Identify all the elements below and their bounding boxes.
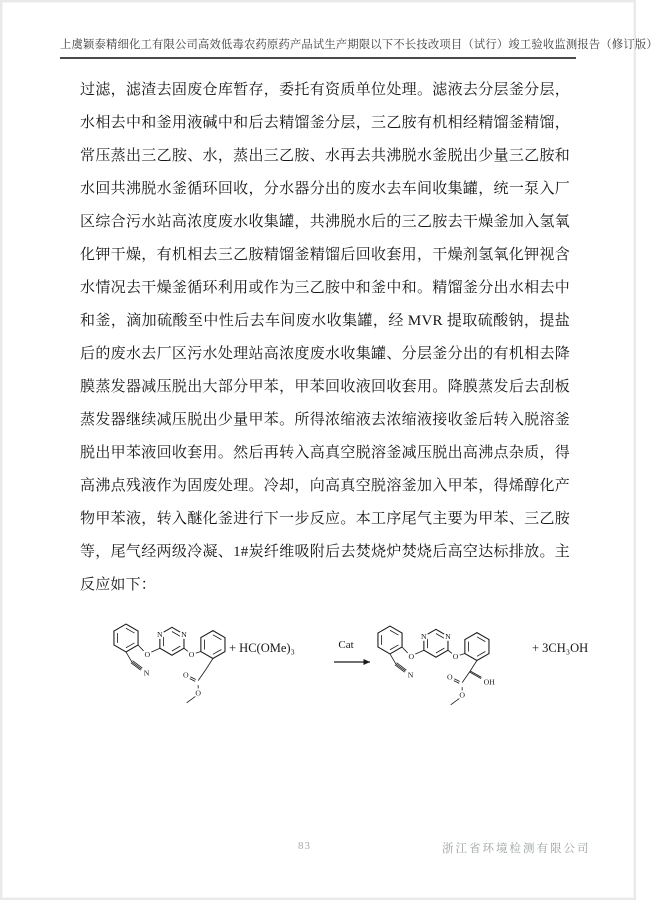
body-line: 后的废水去厂区污水处理站高浓度废水收集罐、分层釜分出的有机相去降 (80, 346, 570, 362)
body-line: 水情况去干燥釜循环利用或作为三乙胺中和釜中和。精馏釜分出水相去中 (80, 280, 570, 296)
body-line: 化钾干燥，有机相去三乙胺精馏釜精馏后回收套用，干燥剂氢氧化钾视含 (80, 247, 570, 263)
body-line: 膜蒸发器减压脱出大部分甲苯，甲苯回收液回收套用。降膜蒸发后去刮板 (80, 379, 570, 395)
body-line: 物甲苯液，转入醚化釜进行下一步反应。本工序尾气主要为甲苯、三乙胺 (80, 511, 570, 527)
catalyst-label: Cat (338, 639, 354, 651)
body-line: 和釜，滴加硫酸至中性后去车间废水收集罐，经 MVR 提取硫酸钠，提盐 (80, 313, 570, 329)
page-header (60, 36, 658, 59)
body-line: 脱出甲苯液回收套用。然后再转入高真空脱溶釜减压脱出高沸点杂质，得 (80, 445, 570, 461)
body-line: 蒸发器继续减压脱出少量甲苯。所得浓缩液去浓缩液接收釜后转入脱溶釜 (80, 412, 570, 428)
body-line: 区综合污水站高浓度废水收集罐，共沸脱水后的三乙胺去干燥釜加入氢氧 (80, 214, 570, 230)
reaction-figure (84, 597, 604, 741)
reagent-label: + HC(OMe)₃ (229, 641, 295, 655)
reaction-scheme-svg: N O N N O O O + HC(OMe)₃ Cat OH + 3CH₃OH (84, 606, 604, 741)
body-line: 常压蒸出三乙胺、水，蒸出三乙胺、水再去共沸脱水釜脱出少量三乙胺和 (80, 148, 570, 164)
product-structure (378, 626, 489, 705)
reaction-arrow (334, 659, 370, 665)
enol-group (470, 671, 496, 688)
body-line: 水相去中和釜用液碱中和后去精馏釜分层，三乙胺有机相经精馏釜精馏， (80, 115, 570, 131)
body-line: 反应如下： (80, 577, 157, 593)
body-line: 等，尾气经两级冷凝、1#炭纤维吸附后去焚烧炉焚烧后高空达标排放。主 (80, 544, 570, 560)
body-line: 水回共沸脱水釜循环回收，分水器分出的废水去车间收集罐，统一泵入厂 (80, 181, 570, 197)
byproduct-label: + 3CH₃OH (532, 641, 589, 655)
body-line: 高沸点残液作为固废处理。冷却，向高真空脱溶釜加入甲苯，得烯醇化产 (80, 478, 570, 494)
reactant-structure (114, 624, 225, 703)
header-title: 上虞颖泰精细化工有限公司高效低毒农药原药产品试生产期限以下不长技改项目（试行）竣工验收监测报告（修订版） (60, 39, 658, 51)
footer-org: 浙江省环境检测有限公司 (442, 843, 591, 855)
page-number: 83 (298, 840, 311, 852)
body-line: 过滤，滤渣去固废仓库暂存，委托有资质单位处理。滤液去分层釜分层， (80, 82, 570, 98)
hydroxyl-label: OH (483, 677, 495, 687)
body-paragraph (80, 74, 570, 602)
